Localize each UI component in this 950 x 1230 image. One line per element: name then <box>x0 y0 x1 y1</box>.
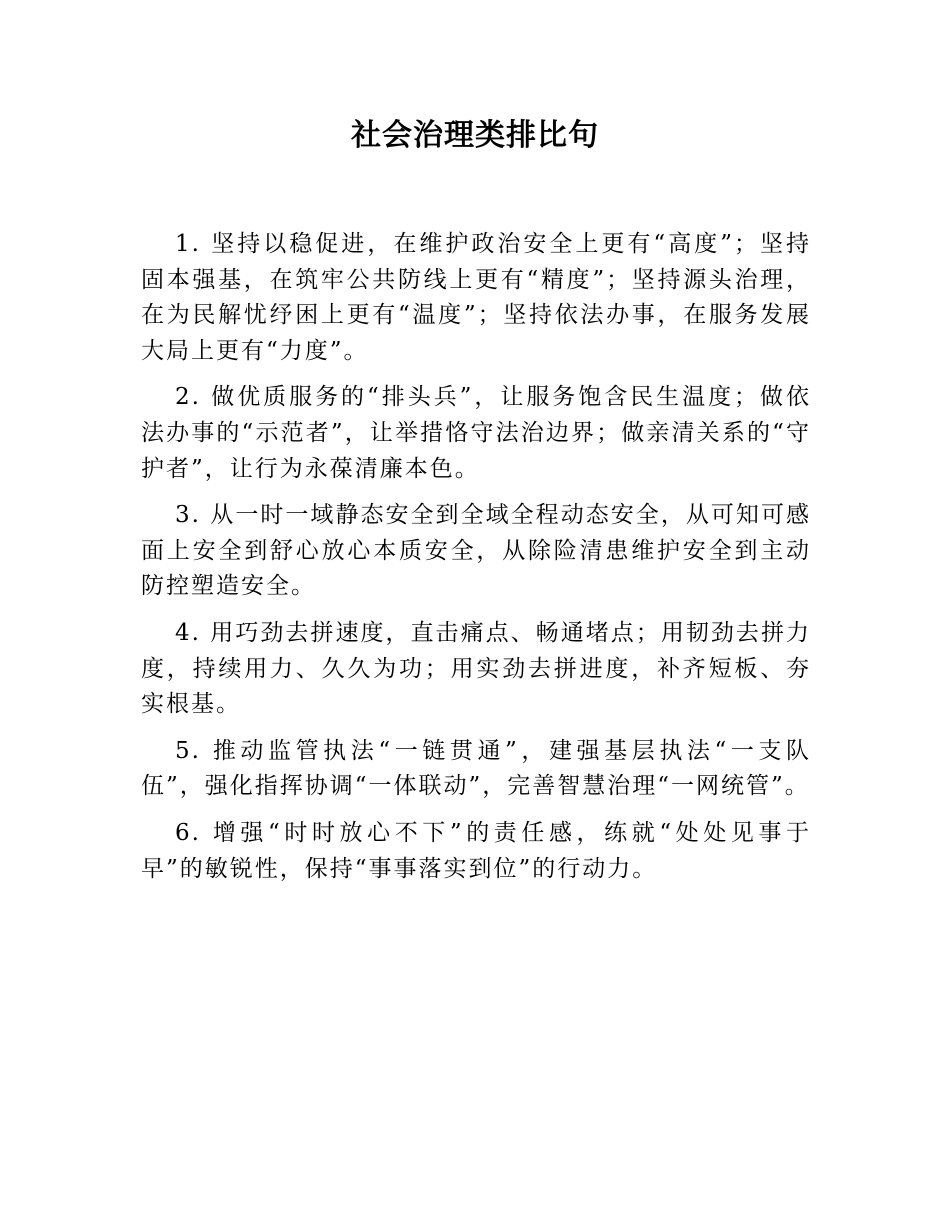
paragraph-4: 4. 用巧劲去拼速度，直击痛点、畅通堵点；用韧劲去拼力度，持续用力、久久为功；用实劲去拼进度，补齐短板、夯实根基。 <box>141 619 811 718</box>
document-body <box>141 227 811 898</box>
paragraph-5: 5. 推动监管执法“一链贯通”，建强基层执法“一支队伍”，强化指挥协调“一体联动”，完善智慧治理“一网统管”。 <box>141 737 811 800</box>
paragraph-6: 6. 增强“时时放心不下”的责任感，练就“处处见事于早”的敏锐性，保持“事事落实到位”的行动力。 <box>141 819 811 882</box>
paragraph-3: 3. 从一时一域静态安全到全域全程动态安全，从可知可感面上安全到舒心放心本质安全，从除险清患维护安全到主动防控塑造安全。 <box>141 502 811 600</box>
paragraph-1: 1. 坚持以稳促进，在维护政治安全上更有“高度”；坚持固本强基，在筑牢公共防线上更有“精度”；坚持源头治理，在为民解忧纾困上更有“温度”；坚持依法办事，在服务发展大局上更有“力度”。 <box>141 231 811 364</box>
paragraph-2: 2. 做优质服务的“排头兵”，让服务饱含民生温度；做依法办事的“示范者”，让举措恪守法治边界；做亲清关系的“守护者”，让行为永葆清廉本色。 <box>141 384 811 482</box>
document-title: 社会治理类排比句 <box>351 118 599 153</box>
